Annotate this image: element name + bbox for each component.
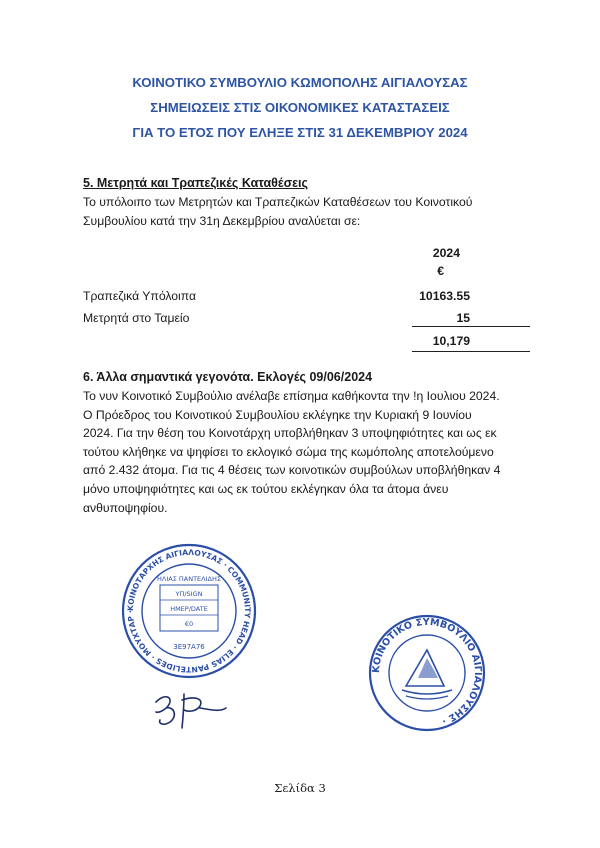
header-line-2: ΣΗΜΕΙΩΣΕΙΣ ΣΤΙΣ ΟΙΚΟΝΟΜΙΚΕΣ ΚΑΤΑΣΤΑΣΕΙΣ [150, 100, 450, 115]
intro-line: Το υπόλοιπο των Μετρητών και Τραπεζικών Καταθέσεων του Κοινοτικού [83, 195, 473, 209]
table-year-header: 2024 [432, 246, 460, 260]
row-value-bank: 10163.55 [419, 289, 470, 303]
seal-ring-text: ΚΟΙΝΟΤΙΚΟ ΣΥΜΒΟΥΛΙΟ ΑΙΓΙΑΛΟΥΣΗΣ · [370, 616, 484, 727]
body-line: από 2.432 άτομα. Για τις 4 θέσεις των κοινοτικών συμβούλων υποβλήθηκαν 4 [83, 463, 501, 478]
stamp-date-label: ΗΜΕΡ/DATE [170, 605, 208, 613]
seal-emblem [402, 650, 452, 699]
community-council-seal [366, 612, 488, 734]
row-value-cash: 15 [456, 311, 470, 325]
body-line: ανθυποψηφίου. [83, 500, 168, 515]
stamp-sign-label: ΥΠ/SIGN [175, 590, 203, 598]
table-currency-header: € [437, 264, 444, 278]
header-line-1: ΚΟΙΝΟΤΙΚΟ ΣΥΜΒΟΥΛΙΟ ΚΩΜΟΠΟΛΗΣ ΑΙΓΙΑΛΟΥΣΑΣ [132, 75, 468, 90]
body-line: τούτου κλήθηκε να ψηφίσει το εκλογικό σώμα της κωμόπολης αποτελούμενο [83, 444, 494, 459]
page-number: Σελίδα 3 [274, 781, 326, 795]
stamp-amount: €0 [184, 620, 194, 628]
section-5-title: 5. Μετρητά και Τραπεζικές Καταθέσεις [83, 176, 309, 190]
stamp-name: ΗΛΙΑΣ ΠΑΝΤΕΛΙΔΗΣ [157, 575, 221, 583]
row-label-cash: Μετρητά στο Ταμείο [83, 311, 190, 325]
intro-line: Συμβουλίου κατά την 31η Δεκεμβρίου αναλύεται σε: [83, 213, 361, 228]
body-line: Το νυν Κοινοτικό Συμβούλιο ανέλαβε επίσημα καθήκοντα την !η Ιουλιου 2024. [83, 389, 500, 403]
header-line-3: ΓΙΑ ΤΟ ΕΤΟΣ ΠΟΥ ΕΛΗΞΕ ΣΤΙΣ 31 ΔΕΚΕΜΒΡΙΟΥ 2024 [132, 125, 468, 140]
section-6-title: 6. Άλλα σημαντικά γεγονότα. Εκλογές 09/06/2024 [83, 370, 373, 384]
body-line: 2024. Για την θέση του Κοινοτάρχη υποβλήθηκαν 3 υποψηφιότητες και ως εκ [83, 426, 497, 441]
stamp-code: 3E97A76 [173, 643, 205, 651]
table-total: 10,179 [432, 334, 470, 348]
section-6-body [83, 387, 543, 517]
signature [150, 688, 230, 732]
row-label-bank: Τραπεζικά Υπόλοιπα [83, 289, 197, 303]
section-5-intro [83, 193, 543, 230]
body-line: μόνο υποψηφιότητες και ως εκ τούτου εκλέγηκαν όλα τα άτομα άνευ [83, 481, 449, 496]
total-rule [412, 351, 530, 352]
subtotal-rule [412, 326, 530, 327]
document-header [0, 70, 600, 145]
body-line: Ο Πρόεδρος του Κοινοτικού Συμβουλίου εκλέγηκε την Κυριακή 9 Ιουνίου [83, 407, 472, 422]
community-head-stamp [118, 540, 260, 682]
stamp-ring-text: ΚΟΙΝΟΤΑΡΧΗΣ ΑΙΓΙΑΛΟΥΣΑΣ · COMMUNITY HEAD · ELIAS PANTELIDES · ΜΟΥΧΤΑΡ · [125, 547, 253, 675]
